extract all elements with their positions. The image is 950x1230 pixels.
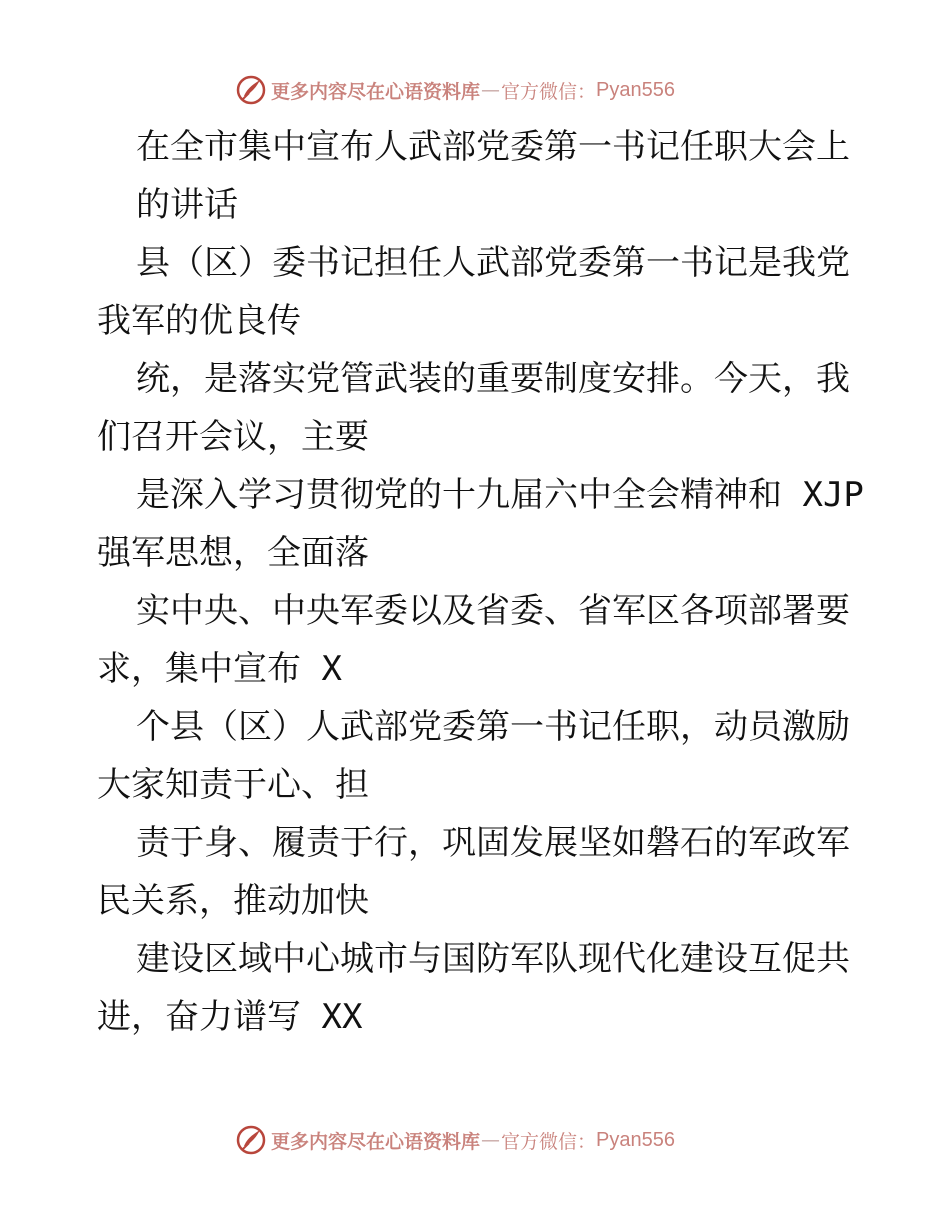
text-line: 实中央、中央军委以及省委、省军区各项部署要 [136,591,850,631]
text-line: 的讲话 [136,185,238,225]
watermark-site-name: 更多内容尽在心语资料库 [271,1130,481,1153]
watermark-site-name: 更多内容尽在心语资料库 [271,80,481,103]
text-line: 县（区）委书记担任人武部党委第一书记是我党 [136,243,850,283]
footer-watermark [235,1123,675,1157]
text-line: 强军思想，全面落 [97,533,369,573]
watermark-wechat-label: 官方微信： [501,1130,597,1153]
watermark-wechat-id: Pyan556 [596,78,675,101]
watermark-dash: — [481,79,501,101]
watermark-wechat-label: 官方微信： [501,80,597,103]
text-line: 大家知责于心、担 [97,765,369,805]
text-line: 是深入学习贯彻党的十九届六中全会精神和 XJP [136,475,864,515]
text-line: 在全市集中宣布人武部党委第一书记任职大会上 [136,127,850,167]
text-line: 求，集中宣布 X [97,649,342,689]
text-line: 们召开会议，主要 [97,417,369,457]
text-line: 个县（区）人武部党委第一书记任职，动员激励 [136,707,850,747]
text-line: 进，奋力谱写 XX [97,997,363,1037]
text-line: 民关系，推动加快 [97,881,369,921]
text-line: 责于身、履责于行，巩固发展坚如磐石的军政军 [136,823,850,863]
watermark-wechat-id: Pyan556 [596,1128,675,1151]
text-line: 建设区域中心城市与国防军队现代化建设互促共 [136,939,850,979]
watermark-dash: — [481,1129,501,1151]
document-body [97,118,864,1046]
header-watermark [235,73,675,107]
text-line: 统，是落实党管武装的重要制度安排。今天，我 [136,359,850,399]
text-line: 我军的优良传 [97,301,301,341]
quill-logo-icon [235,74,267,106]
quill-logo-icon [235,1124,267,1156]
